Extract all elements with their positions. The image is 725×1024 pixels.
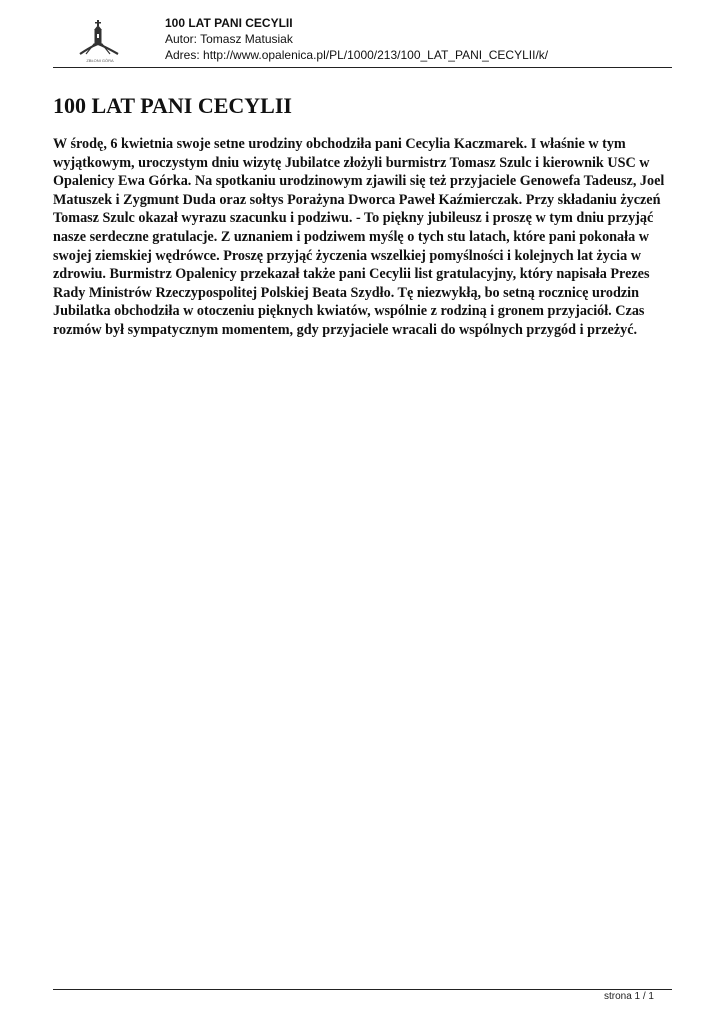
header-divider bbox=[53, 67, 672, 68]
opalenica-logo bbox=[72, 16, 128, 64]
footer-divider bbox=[53, 989, 672, 990]
article-title: 100 LAT PANI CECYLII bbox=[53, 93, 292, 118]
header-address[interactable]: Adres: http://www.opalenica.pl/PL/1000/213/100_LAT_PANI_CECYLII/k/ bbox=[165, 48, 549, 62]
document-header bbox=[165, 15, 548, 63]
header-author: Autor: Tomasz Matusiak bbox=[165, 32, 293, 46]
page-number: strona 1 / 1 bbox=[603, 991, 654, 1002]
article-body: W środę, 6 kwietnia swoje setne urodziny obchodziła pani Cecylia Kaczmarek. I właśnie w tym wyjątkowym, uroczystym dniu wizytę Jubilatce złożyli burmistrz Tomasz Szulc i kierownik USC w Opalenicy Ewa Górka. Na spotkaniu urodzinowym zjawili się też przyjaciele Genowefa Tadeusz, Joel Matuszek i Zygmunt Duda oraz sołtys Porażyna Dworca Paweł Kaźmierczak. Przy składaniu życzeń Tomasz Szulc okazał wyrazu szacunku i podziwu. - To piękny jubileusz i proszę w tym dniu przyjąć nasze serdeczne gratulacje. Z uznaniem i podziwem myślę o tych stu latach, które pani pokonała w swojej ziemskiej wędrówce. Proszę przyjąć życzenia wszelkiej pomyślności i kolejnych lat życia w zdrowiu. Burmistrz Opalenicy przekazał także pani Cecylii list gratulacyjny, który napisała Prezes Rady Ministrów Rzeczypospolitej Polskiej Beata Szydło. Tę niezwykłą, bo setną rocznicę urodzin Jubilatka obchodziła w otoczeniu pięknych kwiatów, wspólnie z rodziną i gronem przyjaciół. Czas rozmów był sympatycznym momentem, gdy przyjaciele wracali do wspólnych przygód i przeżyć. bbox=[53, 136, 665, 338]
header-title: 100 LAT PANI CECYLII bbox=[165, 16, 293, 30]
logo-text: ZBŁONI GÓRA bbox=[86, 58, 114, 63]
